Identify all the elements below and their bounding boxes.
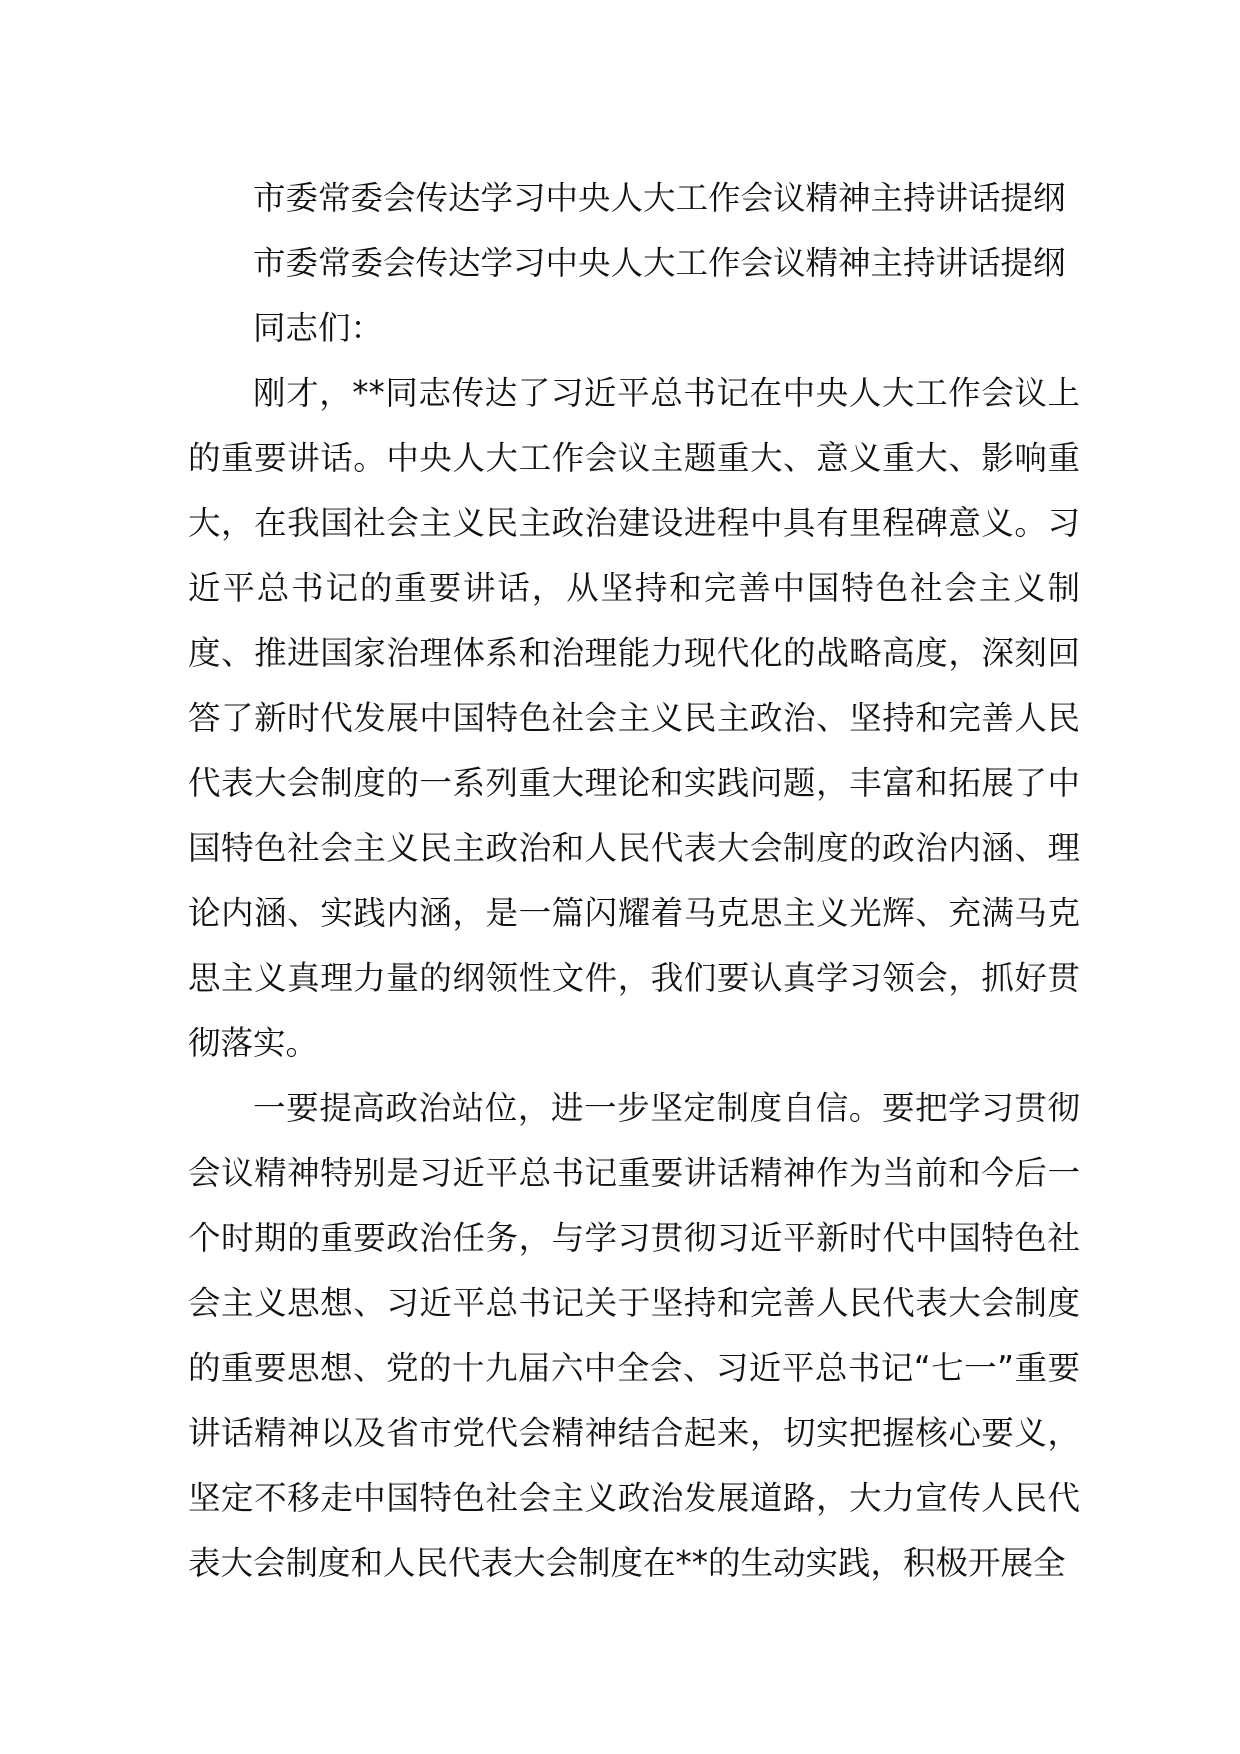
paragraph-point-one: 一要提高政治站位，进一步坚定制度自信。要把学习贯彻会议精神特别是习近平总书记重要讲话精神作为当前和今后一个时期的重要政治任务，与学习贯彻习近平新时代中国特色社会主义思想、习近平总书记关于坚持和完善人民代表大会制度的重要思想、党的十九届六中全会、习近平总书记“七一”重要讲话精神以及省市党代会精神结合起来，切实把握核心要义，坚定不移走中国特色社会主义政治发展道路，大力宣传人民代表大会制度和人民代表大会制度在**的生动实践，积极开展全 bbox=[188, 1089, 1080, 1582]
document-title: 市委常委会传达学习中央人大工作会议精神主持讲话提纲 bbox=[253, 179, 1066, 217]
document-body bbox=[188, 166, 1080, 1596]
salutation: 同志们： bbox=[253, 309, 384, 347]
paragraph-intro: 刚才，**同志传达了习近平总书记在中央人大工作会议上的重要讲话。中央人大工作会议主题重大、意义重大、影响重大，在我国社会主义民主政治建设进程中具有里程碑意义。习近平总书记的重要讲话，从坚持和完善中国特色社会主义制度、推进国家治理体系和治理能力现代化的战略高度，深刻回答了新时代发展中国特色社会主义民主政治、坚持和完善人民代表大会制度的一系列重大理论和实践问题，丰富和拓展了中国特色社会主义民主政治和人民代表大会制度的政治内涵、理论内涵、实践内涵，是一篇闪耀着马克思主义光辉、充满马克思主义真理力量的纲领性文件，我们要认真学习领会，抓好贯彻落实。 bbox=[188, 374, 1080, 1062]
document-subtitle: 市委常委会传达学习中央人大工作会议精神主持讲话提纲 bbox=[253, 244, 1066, 282]
